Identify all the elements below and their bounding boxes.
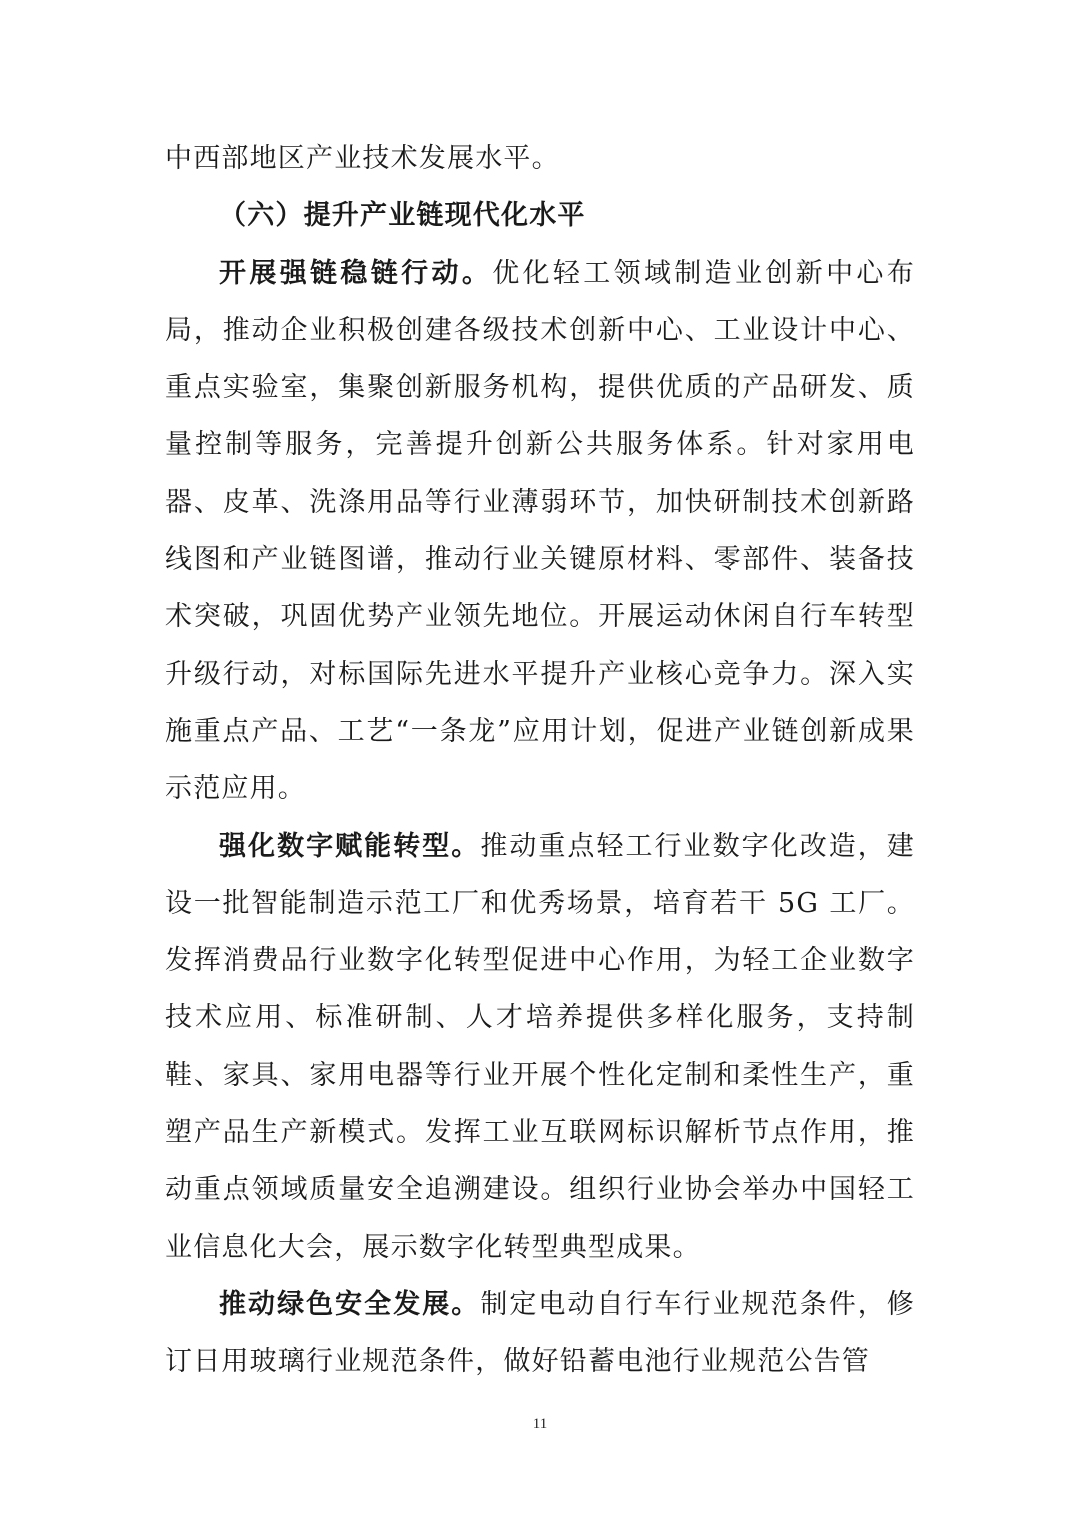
paragraph-body: 优化轻工领域制造业创新中心布局，推动企业积极创建各级技术创新中心、工业设计中心、重点实验室，集聚创新服务机构，提供优质的产品研发、质量控制等服务，完善提升创新公共服务体系。针对家用电器、皮革、洗涤用品等行业薄弱环节，加快研制技术创新路线图和产业链图谱，推动行业关键原材料、零部件、装备技术突破，巩固优势产业领先地位。开展运动休闲自行车转型升级行动，对标国际先进水平提升产业核心竞争力。深入实施重点产品、工艺“一条龙”应用计划，促进产业链创新成果示范应用。	[165, 257, 915, 805]
document-body	[165, 130, 915, 1391]
paragraph-lead: 强化数字赋能转型。	[219, 830, 481, 862]
paragraph-strengthen-chain	[165, 245, 915, 818]
page-number: 11	[532, 1416, 548, 1432]
paragraph-body: 推动重点轻工行业数字化改造，建设一批智能制造示范工厂和优秀场景，培育若干 5G 工厂。发挥消费品行业数字化转型促进中心作用，为轻工企业数字技术应用、标准研制、人才培养提供多样化服务，支持制鞋、家具、家用电器等行业开展个性化定制和柔性生产，重塑产品生产新模式。发挥工业互联网标识解析节点作用，推动重点领域质量安全追溯建设。组织行业协会举办中国轻工业信息化大会，展示数字化转型典型成果。	[165, 830, 915, 1263]
paragraph-green-safety	[165, 1276, 915, 1391]
continuation-text: 中西部地区产业技术发展水平。	[165, 143, 560, 174]
paragraph-lead: 开展强链稳链行动。	[219, 257, 493, 289]
paragraph-body: 制定电动自行车行业规范条件，修订日用玻璃行业规范条件，做好铅蓄电池行业规范公告管	[165, 1288, 915, 1378]
paragraph-lead: 推动绿色安全发展。	[219, 1288, 481, 1320]
section-heading: （六）提升产业链现代化水平	[219, 200, 586, 232]
paragraph-digital-transformation	[165, 818, 915, 1276]
